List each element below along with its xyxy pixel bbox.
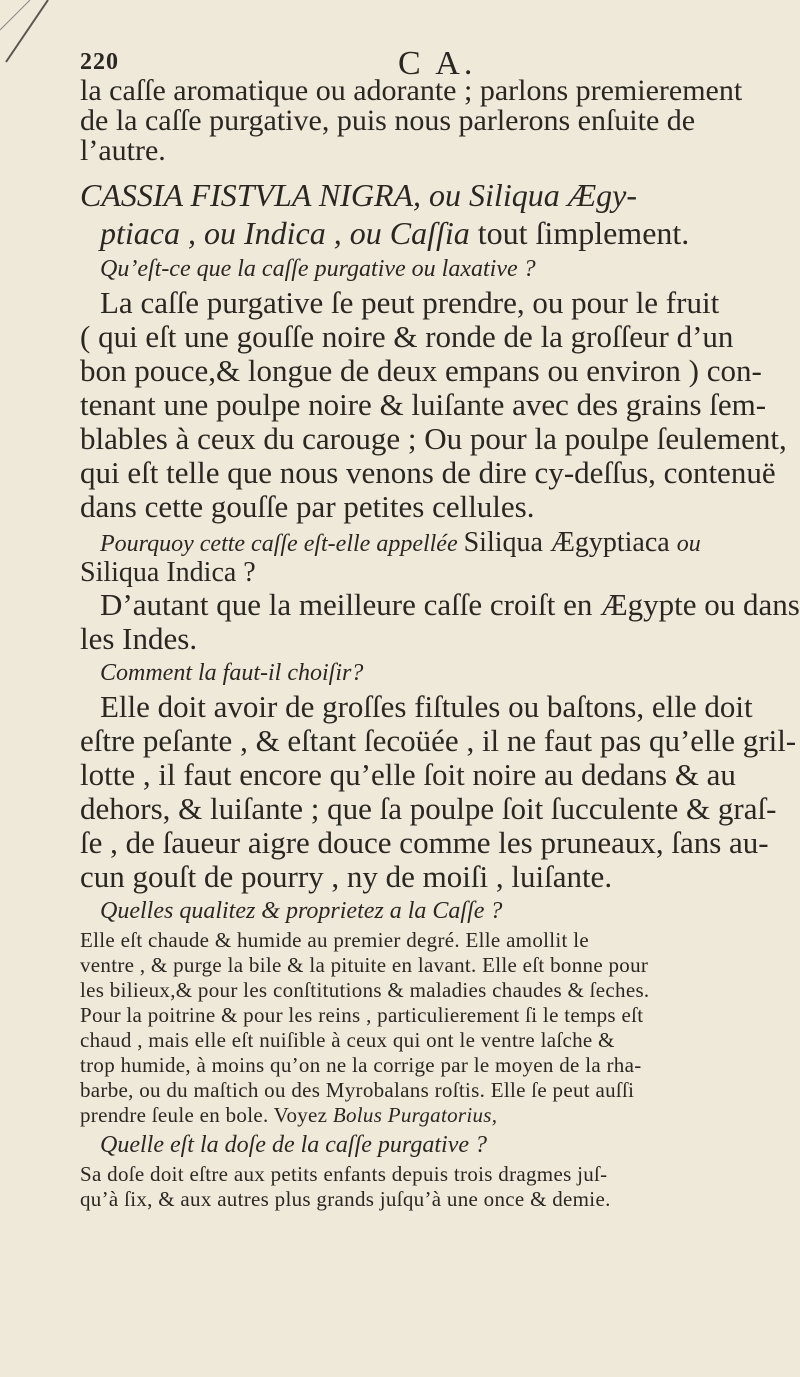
cassia-heading-line-1 [80,176,770,214]
para3-line: dehors, & luiſante ; que ſa poulpe ſoit ſucculente & graſ- [80,791,777,826]
para3-line: eſtre peſante , & eſtant ſecoüée , il ne faut pas qu’elle gril- [80,723,797,758]
question-2-italic: Pourquoy cette caſſe eſt-elle appellée [100,531,464,557]
cassia-heading-synonym: Siliqua Ægy- [469,177,638,213]
para3-line: ſe , de ſaueur aigre douce comme les pruneaux, ſans au- [80,825,769,860]
question-1: Qu’eſt-ce que la caſſe purgative ou laxative ? [100,256,536,282]
cassia-heading-end: tout ſimplement. [477,215,690,251]
cassia-heading-line-2 [80,214,770,252]
para1-line: bon pouce,& longue de deux empans ou environ ) con- [80,353,762,388]
para4-last-text: prendre ſeule en bole. Voyez [80,1103,333,1127]
para1-line: La caſſe purgative ſe peut prendre, ou pour le fruit [100,285,720,320]
question-2 [80,524,770,558]
cassia-heading-synonym-2: ptiaca , ou Indica , ou Caſſia [100,215,478,251]
para4-line: barbe, ou du maſtich ou des Myrobalans roſtis. Elle ſe peut auſſi [80,1078,635,1102]
cassia-heading-latin: CASSIA FISTVLA NIGRA, ou [80,177,470,213]
para4-line: Pour la poitrine & pour les reins , particulierement ſi le temps eſt [80,1003,644,1027]
page-number: 220 [80,49,119,75]
running-head: C A. [398,45,477,82]
para1-line: dans cette gouſſe par petites cellules. [80,489,535,524]
question-2-ou: ou [676,531,701,557]
para2-line: les Indes. [80,621,198,656]
para4-line: ventre , & purge la bile & la pituite en lavant. Elle eſt bonne pour [80,953,649,977]
para1-line: blables à ceux du carouge ; Ou pour la poulpe ſeulement, [80,421,787,456]
para2-line: D’autant que la meilleure caſſe croiſt en Ægypte ou dans [100,587,800,622]
question-4: Quelles qualitez & proprietez a la Caſſe ? [100,898,503,924]
para3-line: cun gouſt de pourry , ny de moiſi , luiſante. [80,859,613,894]
question-2-line-2: Siliqua Indica ? [80,557,256,588]
para3-line: Elle doit avoir de groſſes fiſtules ou baſtons, elle doit [100,689,753,724]
para1-line: tenant une poulpe noire & luiſante avec des grains ſem- [80,387,767,422]
para4-line: les bilieux,& pour les conſtitutions & maladies chaudes & ſeches. [80,978,650,1002]
para1-line: ( qui eſt une gouſſe noire & ronde de la groſſeur d’un [80,319,734,354]
para5-line: qu’à ſix, & aux autres plus grands juſqu’à une once & demie. [80,1187,611,1211]
page-body [80,74,800,1212]
para5-line: Sa doſe doit eſtre aux petits enfants depuis trois dragmes juſ- [80,1162,608,1186]
question-3: Comment la faut-il choiſir? [100,660,364,686]
para4-line: chaud , mais elle eſt nuiſible à ceux qui ont le ventre laſche & [80,1028,615,1052]
corner-pen-stroke [0,0,60,70]
see-reference: Bolus Purgatorius, [332,1103,498,1127]
para1-line: qui eſt telle que nous venons de dire cy-deſſus, contenuë [80,455,776,490]
para3-line: lotte , il faut encore qu’elle ſoit noire au dedans & au [80,757,736,792]
question-2-roman: Siliqua Ægyptiaca [463,527,677,558]
para4-last-line [80,1103,770,1128]
body-line: l’autre. [80,134,166,167]
para4-line: trop humide, à moins qu’on ne la corrige par le moyen de la rha- [80,1053,642,1077]
body-line: de la caſſe purgative, puis nous parlerons enſuite de [80,104,696,137]
body-line: la caſſe aromatique ou adorante ; parlons premierement [80,74,743,107]
question-5: Quelle eſt la doſe de la caſſe purgative ? [100,1132,487,1158]
para4-line: Elle eſt chaude & humide au premier degré. Elle amollit le [80,928,589,952]
